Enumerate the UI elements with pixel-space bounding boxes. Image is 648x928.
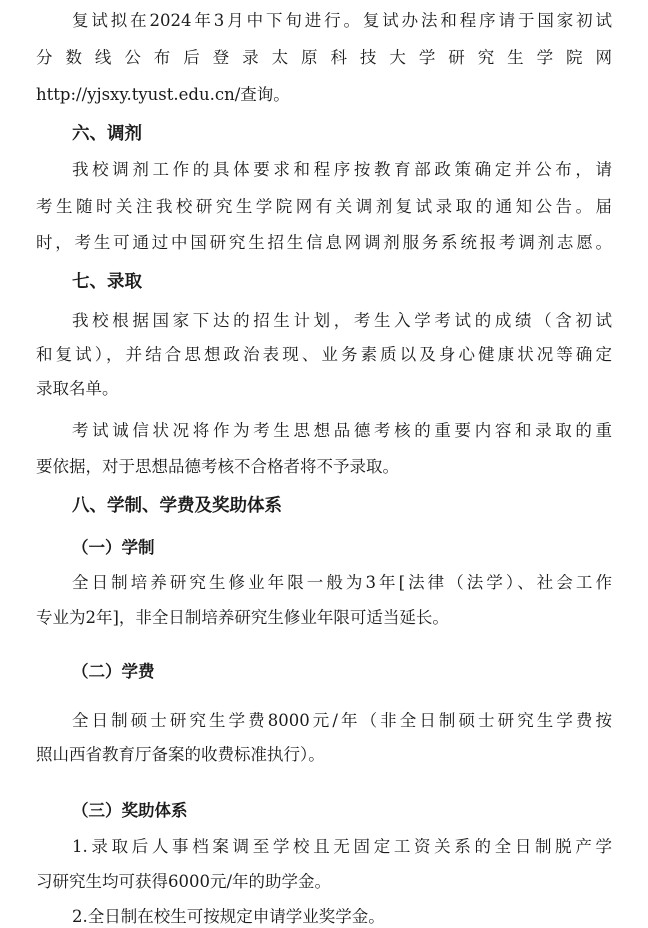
tuition-line-2: 照山西省教育厅备案的收费标准执行）。: [36, 745, 325, 764]
integrity-line-2: 要依据，对于思想品德考核不合格者将不予录取。: [36, 457, 399, 476]
section-heading-system: 八、学制、学费及奖助体系: [72, 496, 282, 516]
subheading-tuition: （二）学费: [72, 662, 155, 681]
admission-line-3: 录取名单。: [36, 379, 119, 398]
adjust-line-2: 考生随时关注我校研究生学院网有关调剂复试录取的通知公告。届: [36, 197, 612, 216]
tuition-line-1: 全日制硕士研究生学费8000元/年（非全日制硕士研究生学费按: [72, 711, 612, 730]
section-heading-admission: 七、录取: [72, 272, 142, 292]
integrity-line-1: 考试诚信状况将作为考生思想品德考核的重要内容和录取的重: [72, 421, 612, 440]
aid-line-3: 2.全日制在校生可按规定申请学业奖学金。: [72, 907, 385, 926]
subheading-aid: （三）奖助体系: [72, 801, 188, 820]
adjust-line-1: 我校调剂工作的具体要求和程序按教育部政策确定并公布，请: [72, 160, 612, 179]
admission-line-2: 和复试），并结合思想政治表现、业务素质以及身心健康状况等确定: [36, 345, 612, 364]
admission-line-1: 我校根据国家下达的招生计划，考生入学考试的成绩（含初试: [72, 311, 612, 330]
adjust-line-3: 时，考生可通过中国研究生招生信息网调剂服务系统报考调剂志愿。: [36, 233, 612, 252]
aid-line-1: 1.录取后人事档案调至学校且无固定工资关系的全日制脱产学: [72, 837, 612, 856]
section-heading-adjust: 六、调剂: [72, 124, 142, 144]
aid-line-2: 习研究生均可获得6000元/年的助学金。: [36, 872, 332, 891]
retest-line-1: 复试拟在2024年3月中下旬进行。复试办法和程序请于国家初试: [72, 11, 612, 30]
duration-line-1: 全日制培养研究生修业年限一般为3年[法律（法学）、社会工作: [72, 573, 612, 592]
duration-line-2: 专业为2年]，非全日制培养研究生修业年限可适当延长。: [36, 608, 449, 627]
retest-url-line: http://yjsxy.tyust.edu.cn/查询。: [36, 85, 290, 104]
retest-line-2: 分数线公布后登录太原科技大学研究生学院网: [36, 48, 612, 67]
subheading-duration: （一）学制: [72, 538, 155, 557]
